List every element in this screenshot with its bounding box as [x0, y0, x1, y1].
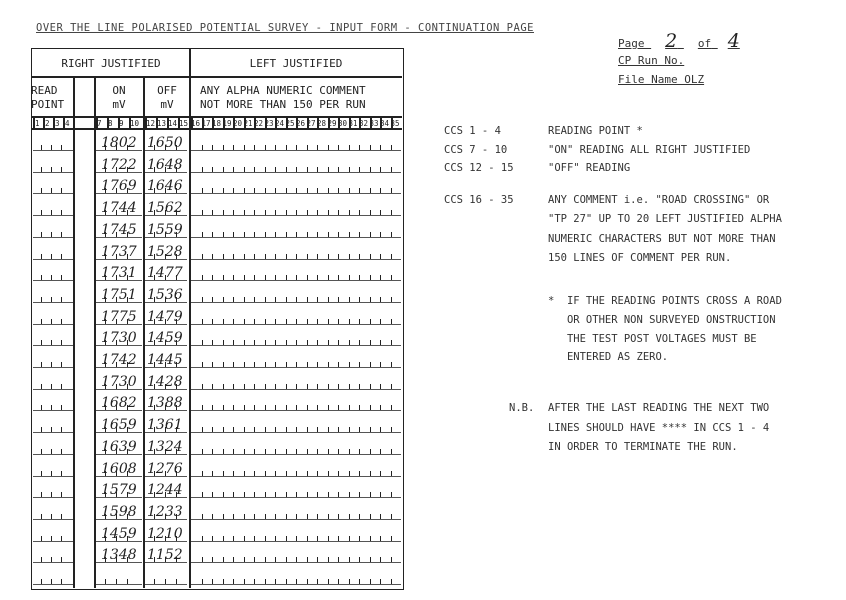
column-number-top: [31, 116, 402, 118]
on-reading: 1742: [101, 352, 137, 368]
off-reading: 1536: [147, 287, 183, 303]
read-point-header: READ POINT: [31, 84, 65, 111]
ccs-comment-line-3: NUMERIC CHARACTERS BUT NOT MORE THAN: [548, 233, 776, 245]
off-reading: 1648: [147, 157, 183, 173]
ccs-comment-line-1: ANY COMMENT i.e. "ROAD CROSSING" OR: [548, 194, 770, 206]
column-number: 20: [233, 119, 243, 128]
on-reading: 1459: [101, 526, 137, 542]
row-baseline: [191, 562, 401, 563]
row-baseline: [191, 280, 401, 281]
on-reading: 1579: [101, 482, 137, 498]
column-number: 18: [212, 119, 222, 128]
row-baseline: [191, 193, 401, 194]
column-number: 27: [306, 119, 316, 128]
column-number: 31: [348, 119, 358, 128]
on-reading: 1737: [101, 244, 137, 260]
row-baseline: [33, 541, 73, 542]
column-number: 19: [222, 119, 232, 128]
column-number: 24: [275, 119, 285, 128]
on-reading: 1722: [101, 157, 137, 173]
justify-divider: [189, 48, 191, 588]
column-number: 3: [55, 119, 60, 128]
ccs-comment-line-2: "TP 27" UP TO 20 LEFT JUSTIFIED ALPHA: [548, 213, 782, 225]
off-reading: 1276: [147, 461, 183, 477]
row-baseline: [33, 237, 73, 238]
row-baseline: [191, 497, 401, 498]
on-reading: 1731: [101, 265, 137, 281]
on-reading: 1744: [101, 200, 137, 216]
off-reading: 1562: [147, 200, 183, 216]
nb-label: N.B.: [509, 402, 535, 414]
row-baseline: [33, 172, 73, 173]
row-baseline: [33, 302, 73, 303]
row-baseline: [191, 172, 401, 173]
row-baseline: [33, 150, 73, 151]
column-number: 28: [317, 119, 327, 128]
column-number: 16: [191, 119, 201, 128]
ccs-line-1: CCS 1 - 4 READING POINT *: [444, 125, 643, 137]
on-reading: 1348: [101, 547, 137, 563]
row-baseline: [96, 584, 142, 585]
on-reading: 1751: [101, 287, 137, 303]
page-total: 4: [727, 30, 740, 52]
column-number: 1: [35, 119, 40, 128]
row-baseline: [191, 519, 401, 520]
page-line: [618, 32, 740, 51]
of-label: of: [697, 37, 712, 50]
column-number: 14: [168, 119, 178, 128]
form-title: OVER THE LINE POLARISED POTENTIAL SURVEY - INPUT FORM - CONTINUATION PAGE: [36, 22, 534, 34]
off-reading: 1459: [147, 330, 183, 346]
column-number: 34: [380, 119, 390, 128]
star-line-4: ENTERED AS ZERO.: [548, 351, 669, 363]
off-reading: 1324: [147, 439, 183, 455]
off-reading: 1559: [147, 222, 183, 238]
row-baseline: [191, 150, 401, 151]
row-baseline: [33, 259, 73, 260]
off-reading: 1388: [147, 395, 183, 411]
row-baseline: [33, 345, 73, 346]
column-number: 30: [338, 119, 348, 128]
column-number: 22: [254, 119, 264, 128]
row-baseline: [191, 367, 401, 368]
file-name-label: File Name OLZ: [618, 73, 705, 86]
nb-line-2: LINES SHOULD HAVE **** IN CCS 1 - 4: [548, 422, 770, 434]
row-baseline: [191, 389, 401, 390]
ccs-line-3: CCS 12 - 15 "OFF" READING: [444, 162, 631, 174]
off-reading: 1428: [147, 374, 183, 390]
column-number: 7: [97, 119, 102, 128]
on-reading: 1775: [101, 309, 137, 325]
off-reading: 1244: [147, 482, 183, 498]
row-baseline: [191, 410, 401, 411]
column-number: 21: [243, 119, 253, 128]
row-baseline: [33, 367, 73, 368]
column-number: 32: [359, 119, 369, 128]
on-reading: 1682: [101, 395, 137, 411]
row-baseline: [33, 519, 73, 520]
ccs-line-2: CCS 7 - 10 "ON" READING ALL RIGHT JUSTIFIED: [444, 144, 751, 156]
column-number: 4: [65, 119, 70, 128]
page-info: [618, 32, 740, 89]
column-number: 35: [390, 119, 400, 128]
off-reading: 1479: [147, 309, 183, 325]
off-reading: 1650: [147, 135, 183, 151]
column-number: 9: [119, 119, 124, 128]
on-reading: 1769: [101, 178, 137, 194]
row-baseline: [33, 432, 73, 433]
row-baseline: [191, 454, 401, 455]
off-reading: 1233: [147, 504, 183, 520]
row-baseline: [33, 324, 73, 325]
on-reading: 1639: [101, 439, 137, 455]
row-baseline: [191, 541, 401, 542]
off-reading: 1445: [147, 352, 183, 368]
column-number: 2: [45, 119, 50, 128]
row-baseline: [33, 476, 73, 477]
nb-line-3: IN ORDER TO TERMINATE THE RUN.: [548, 441, 738, 453]
column-number: 15: [179, 119, 189, 128]
star-line-1: * IF THE READING POINTS CROSS A ROAD: [548, 295, 782, 307]
row-baseline: [33, 584, 73, 585]
on-reading: 1730: [101, 374, 137, 390]
row-baseline: [191, 259, 401, 260]
page-number: 2: [665, 30, 678, 52]
row-baseline: [145, 584, 187, 585]
row-baseline: [33, 193, 73, 194]
off-mv-header: OFF mV: [157, 84, 177, 111]
on-reading: 1745: [101, 222, 137, 238]
on-reading: 1730: [101, 330, 137, 346]
row-baseline: [33, 280, 73, 281]
nb-line-1: AFTER THE LAST READING THE NEXT TWO: [548, 402, 770, 414]
on-reading: 1659: [101, 417, 137, 433]
column-number: 26: [296, 119, 306, 128]
star-line-2: OR OTHER NON SURVEYED ONSTRUCTION: [548, 314, 776, 326]
ccs-comment-code: CCS 16 - 35: [444, 194, 514, 206]
off-reading: 1152: [147, 547, 183, 563]
row-baseline: [33, 497, 73, 498]
left-justified-header: LEFT JUSTIFIED: [249, 57, 343, 70]
on-reading: 1608: [101, 461, 137, 477]
star-line-3: THE TEST POST VOLTAGES MUST BE: [548, 333, 757, 345]
row-baseline: [191, 215, 401, 216]
on-reading: 1598: [101, 504, 137, 520]
page-label: Page: [618, 37, 645, 50]
column-number: 12: [146, 119, 156, 128]
row-baseline: [191, 584, 401, 585]
header-divider: [31, 76, 402, 78]
comment-header: ANY ALPHA NUMERIC COMMENT NOT MORE THAN 150 PER RUN: [200, 84, 366, 111]
off-reading: 1210: [147, 526, 183, 542]
column-number: 17: [201, 119, 211, 128]
row-baseline: [33, 389, 73, 390]
row-baseline: [191, 237, 401, 238]
column-number: 23: [264, 119, 274, 128]
row-baseline: [33, 562, 73, 563]
row-baseline: [191, 324, 401, 325]
column-number: 8: [108, 119, 113, 128]
column-number: 13: [157, 119, 167, 128]
on-off-divider: [143, 76, 145, 588]
off-reading: 1528: [147, 244, 183, 260]
row-baseline: [191, 432, 401, 433]
column-number: 10: [130, 119, 140, 128]
on-mv-header: ON mV: [112, 84, 126, 111]
ccs-comment-line-4: 150 LINES OF COMMENT PER RUN.: [548, 252, 732, 264]
on-reading: 1802: [101, 135, 137, 151]
row-baseline: [33, 410, 73, 411]
off-reading: 1361: [147, 417, 183, 433]
on-left-divider: [94, 76, 96, 588]
row-baseline: [191, 345, 401, 346]
column-number: 25: [285, 119, 295, 128]
cp-run-label: CP Run No.: [618, 54, 685, 67]
read-point-divider: [73, 76, 75, 588]
column-number: 29: [327, 119, 337, 128]
column-number-bottom: [31, 128, 402, 130]
row-baseline: [33, 454, 73, 455]
right-justified-header: RIGHT JUSTIFIED: [61, 57, 161, 70]
column-number: 33: [369, 119, 379, 128]
row-baseline: [33, 215, 73, 216]
row-baseline: [191, 476, 401, 477]
off-reading: 1646: [147, 178, 183, 194]
off-reading: 1477: [147, 265, 183, 281]
row-baseline: [191, 302, 401, 303]
